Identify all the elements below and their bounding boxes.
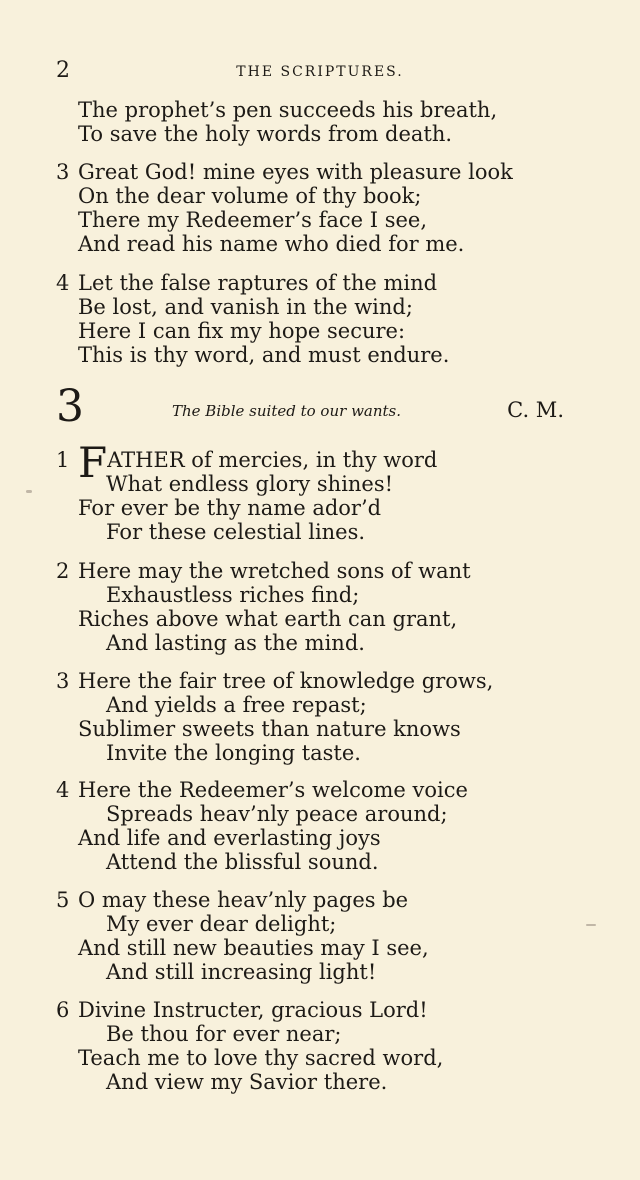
verse-line: Exhaustless riches find;: [106, 583, 360, 607]
verse-line: O may these heav’nly pages be: [78, 888, 409, 912]
verse-line: And read his name who died for me.: [78, 232, 465, 256]
verse-line: What endless glory shines!: [106, 472, 394, 496]
verse-line: Attend the blissful sound.: [106, 850, 379, 874]
verse-line: Riches above what earth can grant,: [78, 607, 458, 631]
verse-line: Here the fair tree of knowledge grows,: [78, 669, 494, 693]
verse-line: And still new beauties may I see,: [78, 936, 429, 960]
hymn-title: The Bible suited to our wants.: [172, 402, 401, 420]
verse-line: And view my Savior there.: [106, 1070, 388, 1094]
verse-3-top: [56, 160, 513, 256]
drop-cap: F: [78, 438, 108, 487]
verse-line: This is thy word, and must endure.: [78, 343, 450, 367]
verse-line: My ever dear delight;: [106, 912, 337, 936]
verse-number: 4: [56, 271, 70, 295]
hymn-verse-4: [56, 778, 468, 874]
hymn-heading: [56, 381, 564, 434]
verse-number: 4: [56, 778, 70, 802]
verse-line: Divine Instructer, gracious Lord!: [78, 998, 428, 1022]
verse-line: To save the holy words from death.: [78, 122, 453, 146]
running-title: THE SCRIPTURES.: [236, 64, 404, 80]
hymn-number: 3: [56, 381, 84, 432]
verse-line: There my Redeemer’s face I see,: [78, 208, 428, 232]
paper-speck: [586, 924, 596, 926]
verse-line: On the dear volume of thy book;: [78, 184, 422, 208]
hymn-verse-3: [56, 669, 493, 765]
verse-line: Teach me to love thy sacred word,: [78, 1046, 444, 1070]
verse-continuation: [56, 98, 497, 146]
verse-number: 3: [56, 160, 70, 184]
verse-number: 1: [56, 448, 70, 472]
verse-line: Here may the wretched sons of want: [78, 559, 471, 583]
hymn-verse-1: [56, 438, 438, 544]
verse-line: Here the Redeemer’s welcome voice: [78, 778, 468, 802]
verse-number: 6: [56, 998, 70, 1022]
verse-line: Be thou for ever near;: [106, 1022, 342, 1046]
verse-line: And life and everlasting joys: [78, 826, 381, 850]
verse-line: Spreads heav’nly peace around;: [106, 802, 448, 826]
verse-line: ATHER of mercies, in thy word: [107, 448, 438, 472]
page-number: 2: [56, 58, 70, 83]
verse-line: Here I can fix my hope secure:: [78, 319, 406, 343]
verse-line: Let the false raptures of the mind: [78, 271, 438, 295]
verse-number: 2: [56, 559, 70, 583]
verse-line: Be lost, and vanish in the wind;: [78, 295, 413, 319]
verse-number: 3: [56, 669, 70, 693]
verse-number: 5: [56, 888, 70, 912]
verse-line: Great God! mine eyes with pleasure look: [78, 160, 513, 184]
verse-line: Invite the longing taste.: [106, 741, 361, 765]
hymn-verse-5: [56, 888, 429, 984]
verse-4-top: [56, 271, 449, 367]
verse-line: And still increasing light!: [106, 960, 377, 984]
hymn-meter: C. M.: [507, 398, 564, 422]
verse-line: For ever be thy name ador’d: [78, 496, 382, 520]
verse-line: And lasting as the mind.: [106, 631, 365, 655]
page-header: [56, 58, 584, 88]
paper-speck: [26, 490, 32, 493]
verse-line: And yields a free repast;: [106, 693, 367, 717]
verse-line: The prophet’s pen succeeds his breath,: [78, 98, 498, 122]
verse-line: Sublimer sweets than nature knows: [78, 717, 461, 741]
hymn-verse-2: [56, 559, 471, 655]
verse-line: For these celestial lines.: [106, 520, 366, 544]
hymn-verse-6: [56, 998, 443, 1094]
